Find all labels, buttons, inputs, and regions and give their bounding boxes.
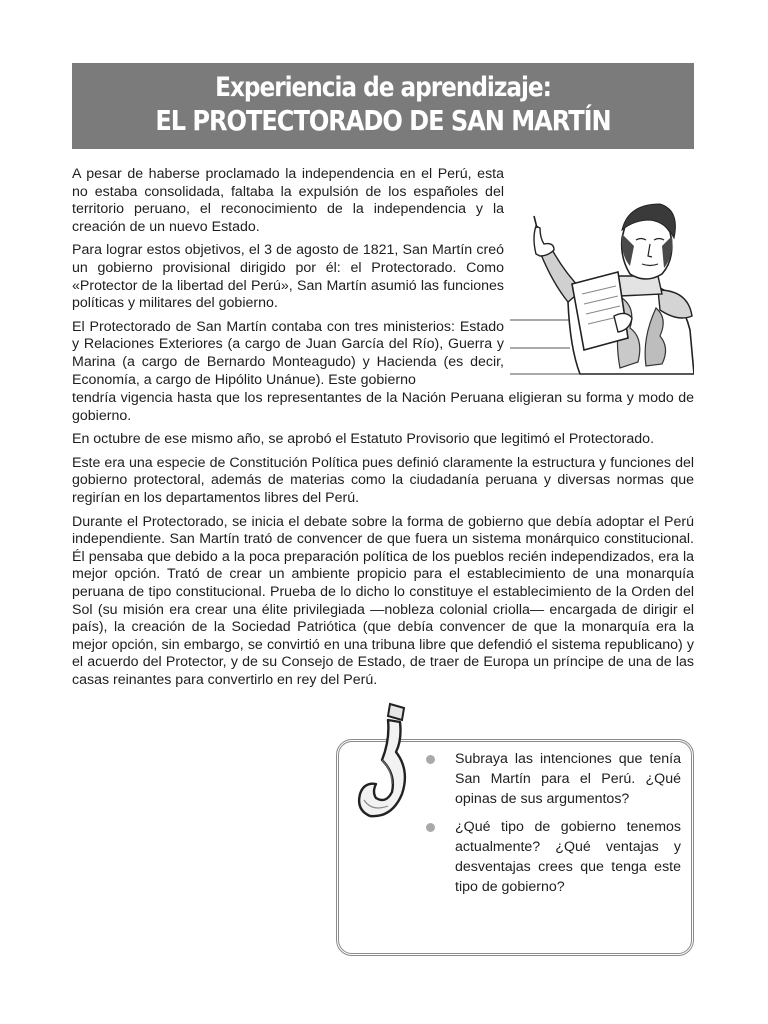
list-item (426, 817, 681, 897)
main-text-lower (72, 390, 694, 696)
paragraph-estatuto: En octubre de ese mismo año, se aprobó el Estatuto Provisorio que legitimó el Protectorado. (72, 431, 655, 448)
paragraph-debate: Durante el Protectorado, se inicia el debate sobre la forma de gobierno que debía adoptar el Perú independiente. San Martín trató de convencer de que fuera un sistema monárquico constitucional. Él pensaba que debido a la poca preparación política de los pueblos recién independizados, era la mejor opción. Trató de crear un ambiente propicio para el establecimiento de una monarquía peruana de tipo constitucional. Prueba de lo dicho lo constituye el establecimiento de la Orden del Sol (su misión era crear una élite privilegiada —nobleza colonial criolla— encargada de dirigir el país), la creación de la Sociedad Patriótica (que debía convencer de que la monarquía era la mejor opción, sin embargo, se convirtió en una tribuna libre que defendió el sistema republicano) y el acuerdo del Protector, y de su Consejo de Estado, de traer de Europa un príncipe de una de las casas reinantes para convertirlo en rey del Perú. (72, 513, 694, 688)
paragraph-independence: A pesar de haberse proclamado la independencia en el Perú, esta no estaba consolidada, faltaba la expulsión de los españoles del territorio peruano, el reconocimiento de la independencia y la creación de un nuevo Estado. (72, 166, 504, 235)
paragraph-ministerios: El Protectorado de San Martín contaba con tres ministerios: Estado y Relaciones Exteriores (a cargo de Juan García del Río), Guerra y Marina (a cargo de Bernardo Monteagudo) y Hacienda (es decir, Economía, a cargo de Hipólito Unánue). Este gobierno (72, 318, 504, 388)
paragraph-constitucion: Este era una especie de Constitución Política pues definió claramente la estructura y funciones del gobierno protectoral, además de materias como la ciudadanía peruana y diversas normas que regirían en los departamentos libres del Perú. (72, 454, 694, 506)
paragraph-vigencia: tendría vigencia hasta que los representantes de la Nación Peruana eligieran su forma y modo de gobierno. (72, 390, 694, 424)
intro-text-upper (72, 166, 504, 389)
bullet-dot-icon (426, 755, 435, 764)
activity-question-list (426, 749, 681, 905)
list-item (426, 749, 681, 809)
paragraph-protectorado: Para lograr estos objetivos, el 3 de agosto de 1821, San Martín creó un gobierno provisional dirigido por él: el Protectorado. Como «Protector de la libertad del Perú», San Martín asumió las funciones políticas y militares del gobierno. (72, 242, 504, 312)
title-banner (72, 63, 694, 149)
question-text: ¿Qué tipo de gobierno tenemos actualmente? ¿Qué ventajas y desventajas crees que tenga este tipo de gobierno? (455, 819, 681, 895)
title-line-1: Experiencia de aprendizaje: (215, 72, 551, 103)
question-mark-icon (352, 700, 422, 830)
question-text: Subraya las intenciones que tenía San Martín para el Perú. ¿Qué opinas de sus argumentos? (455, 751, 681, 807)
title-line-2: EL PROTECTORADO DE SAN MARTÍN (155, 104, 611, 137)
san-martin-portrait-icon (510, 198, 694, 378)
bullet-dot-icon (426, 823, 435, 832)
